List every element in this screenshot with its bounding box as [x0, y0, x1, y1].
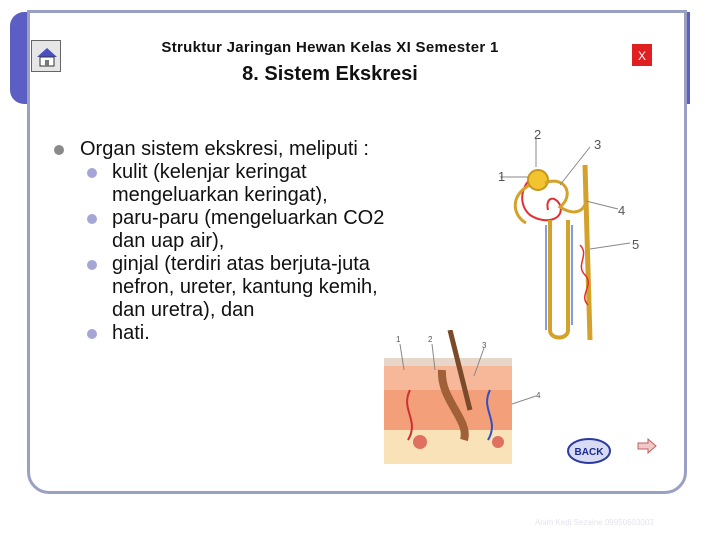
arrow-right-icon[interactable] [636, 438, 658, 454]
skin-illustration [380, 330, 550, 466]
skin-label-4: 4 [536, 391, 541, 400]
back-button[interactable] [566, 437, 612, 465]
sub-list-item [54, 207, 394, 253]
kidney-label-2: 2 [534, 127, 542, 142]
sub-item-text: kulit (kelenjar keringat mengeluarkan keringat), [112, 161, 328, 206]
list-item-text: Organ sistem ekskresi, meliputi : [80, 138, 369, 160]
sub-item-text: paru-paru (mengeluarkan CO2 dan uap air), [112, 207, 385, 252]
sub-list-item [54, 253, 394, 322]
kidney-label-3: 3 [594, 137, 602, 152]
kidney-label-4: 4 [618, 203, 626, 218]
close-button[interactable]: X [631, 43, 653, 67]
footer-text: Anim Kedi Sezaine 09950603003 [535, 518, 654, 527]
sub-list-item [54, 322, 394, 345]
sub-item-text: hati. [112, 322, 150, 344]
bullet-icon [87, 329, 97, 339]
skin-label-2: 2 [428, 335, 433, 344]
nephron-illustration [490, 125, 650, 345]
bullet-icon [87, 168, 97, 178]
bullet-icon [87, 260, 97, 270]
skin-label-1: 1 [396, 335, 401, 344]
bullet-list [54, 138, 394, 345]
page-title: 8. Sistem Ekskresi [242, 63, 418, 85]
back-label: BACK [574, 447, 604, 458]
subtitle: Struktur Jaringan Hewan Kelas XI Semester 1 [161, 39, 499, 56]
sub-list-item [54, 161, 394, 207]
list-item [54, 138, 394, 161]
kidney-label-1: 1 [498, 169, 506, 184]
kidney-label-5: 5 [632, 237, 640, 252]
bullet-icon [87, 214, 97, 224]
bullet-icon [54, 145, 64, 155]
sub-item-text: ginjal (terdiri atas berjuta-juta nefron, ureter, kantung kemih, dan uretra), dan [112, 253, 378, 321]
skin-label-3: 3 [482, 341, 487, 350]
